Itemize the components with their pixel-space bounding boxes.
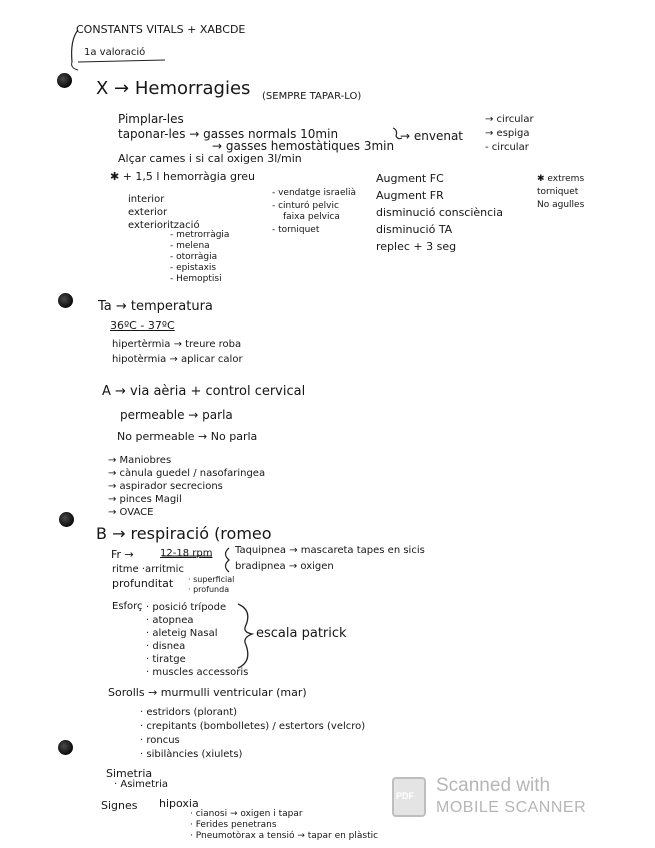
x-method: - torniquet xyxy=(272,225,320,235)
b-esforc: Esforç xyxy=(112,601,143,612)
b-sorolls-item: · roncus xyxy=(140,735,180,746)
b-esforc-item: · disnea xyxy=(146,641,186,652)
x-netejar: Pimplar-les xyxy=(118,112,184,126)
b-signes-item: · cianosi → oxigen i tapar xyxy=(190,809,303,819)
b-esforc-item: · posició trípode xyxy=(146,602,227,613)
x-sign: Augment FC xyxy=(376,172,444,185)
x-exteriorization-item: - metrorràgia xyxy=(170,230,230,240)
x-type: interior xyxy=(128,194,165,205)
b-esforc-item: · tiratge xyxy=(146,654,186,665)
b-sorolls-item: · crepitants (bombolletes) / estertors (velcro) xyxy=(140,721,366,732)
x-method: - vendatge israelià xyxy=(272,188,357,198)
b-profunditat: profunditat xyxy=(112,577,174,590)
b-simetria: Simetria xyxy=(106,767,153,780)
b-esforc-item: · aleteig Nasal xyxy=(146,628,218,639)
pdf-icon: PDF xyxy=(392,777,426,817)
a-action: → pinces Magil xyxy=(108,494,182,505)
b-signes-item: · Ferides penetrans xyxy=(190,820,277,830)
ta-range: 36ºC - 37ºC xyxy=(110,319,175,332)
x-sign: disminució consciència xyxy=(376,206,503,219)
b-bradipnea: bradipnea → oxigen xyxy=(235,561,334,572)
x-embenat-opt: → espiga xyxy=(485,128,530,139)
x-sign: replec + 3 seg xyxy=(376,240,457,253)
section-ta-title: Ta → temperatura xyxy=(98,299,213,314)
x-method: faixa pelvica xyxy=(283,212,340,222)
x-tapar-line2: → gasses hemostàtiques 3min xyxy=(212,139,395,153)
section-b-title: B → respiració (romeo xyxy=(96,524,272,543)
x-type: exteriorització xyxy=(128,220,200,231)
x-aixecar: Alçar cames i si cal oxigen 3l/min xyxy=(118,152,302,165)
a-no-permeable: No permeable → No parla xyxy=(117,430,258,443)
a-action: → OVACE xyxy=(108,507,154,518)
section-x-title: X → Hemorragies xyxy=(96,78,251,99)
b-sorolls-item: · sibilàncies (xiulets) xyxy=(140,749,243,760)
x-extremitats: No agulles xyxy=(537,200,585,210)
scanner-watermark xyxy=(392,773,602,821)
b-signes: Signes xyxy=(101,799,138,812)
b-sorolls-item: · estridors (plorant) xyxy=(140,707,238,718)
x-embenat-opt: → circular xyxy=(485,114,534,125)
a-action: → aspirador secrecions xyxy=(108,481,223,492)
x-exteriorization-item: - Hemoptisi xyxy=(170,274,222,284)
x-volume: ✱ + 1,5 l hemorràgia greu xyxy=(110,170,256,183)
a-permeable: permeable → parla xyxy=(120,408,233,422)
x-method: - cinturó pelvic xyxy=(272,201,339,211)
b-escala: escala patrick xyxy=(256,626,347,641)
watermark-line1: Scanned with xyxy=(436,775,551,796)
b-hipoxia: hipoxia xyxy=(159,797,199,810)
b-esforc-item: · muscles accessoris xyxy=(146,667,249,678)
x-sign: disminució TA xyxy=(376,223,453,236)
b-fr-value: 12-18 rpm xyxy=(160,548,213,559)
a-action: → cànula guedel / nasofaringea xyxy=(108,468,266,479)
page-title: CONSTANTS VITALS + XABCDE xyxy=(76,23,246,36)
b-esforc-item: · atopnea xyxy=(146,615,194,626)
x-extremitats: ✱ extrems xyxy=(537,174,585,184)
ta-hyper: hipertèrmia → treure roba xyxy=(112,339,242,350)
b-fr-label: Fr → xyxy=(111,548,134,561)
b-taquipnea: Taquipnea → mascareta tapes en sicis xyxy=(235,545,425,556)
x-exteriorization-item: - epistaxis xyxy=(170,263,217,273)
x-embenat: → envenat xyxy=(400,129,464,143)
x-extremitats: torniquet xyxy=(537,187,579,197)
section-x-note: (SEMPRE TAPAR-LO) xyxy=(262,91,362,102)
x-sign: Augment FR xyxy=(376,189,444,202)
x-embenat-opt: - circular xyxy=(485,142,529,153)
b-asimetria: · Asimetria xyxy=(114,779,169,790)
a-action: → Maniobres xyxy=(108,455,172,466)
x-exteriorization-item: - otorràgia xyxy=(170,252,218,262)
x-tapar-line1: taponar-les → gasses normals 10min xyxy=(118,127,339,141)
watermark-line2: MOBILE SCANNER xyxy=(436,799,587,816)
page-subtitle: 1a valoració xyxy=(84,47,146,58)
b-sorolls: Sorolls → murmulli ventricular (mar) xyxy=(108,686,307,699)
x-type: exterior xyxy=(128,207,168,218)
b-ritme: ritme ·arritmic xyxy=(112,564,184,575)
section-a-title: A → via aèria + control cervical xyxy=(102,384,306,399)
x-exteriorization-item: - melena xyxy=(170,241,210,251)
b-profunditat-opt: · superficial xyxy=(188,575,235,584)
b-signes-item: · Pneumotòrax a tensió → tapar en plàstic xyxy=(190,831,379,841)
ta-hypo: hipotèrmia → aplicar calor xyxy=(112,354,243,365)
b-profunditat-opt: · profunda xyxy=(188,585,230,594)
